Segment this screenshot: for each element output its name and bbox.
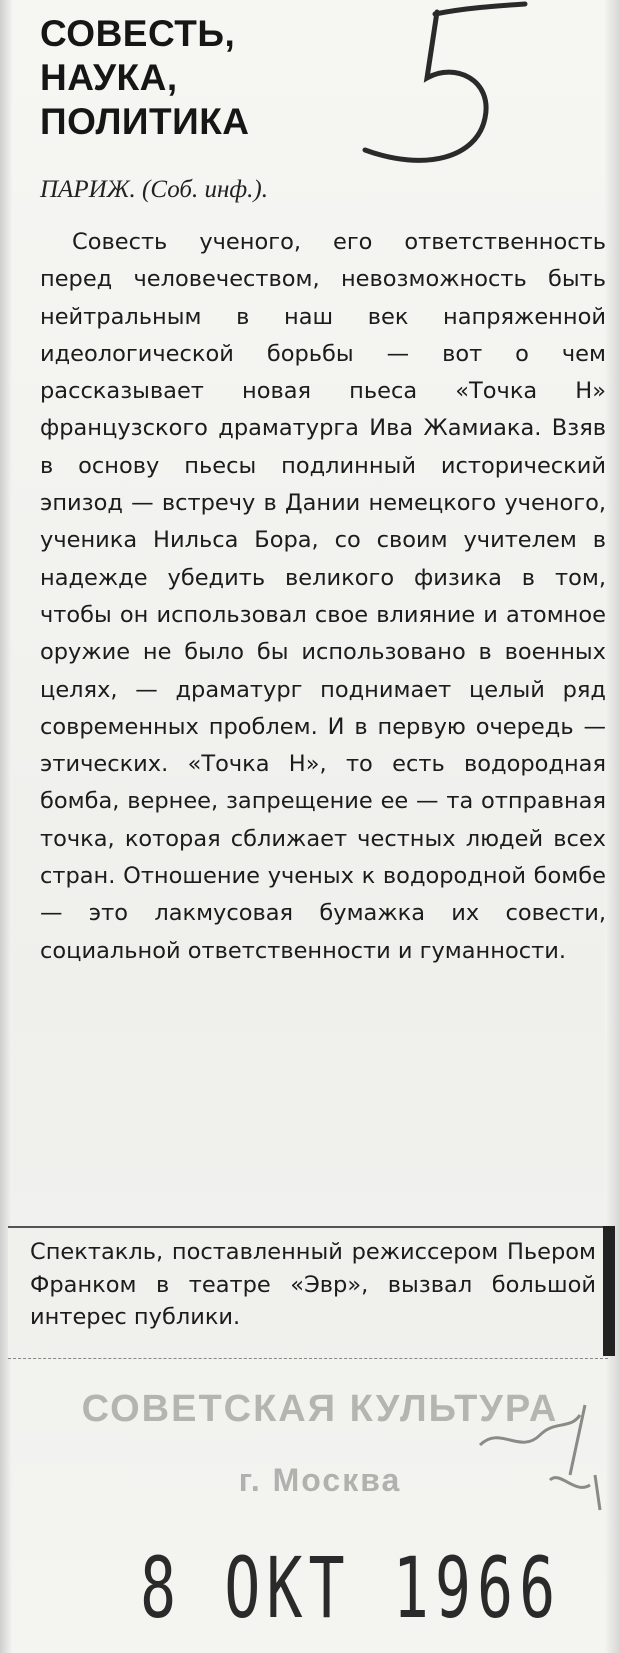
clipping-left-edge [0,0,12,1653]
handwritten-note-icon [460,1385,610,1515]
article-headline [40,12,360,144]
article-body: Совесть ученого, его ответственность перед человечеством, невозможность быть нейтральным в наш век напряженной идеологической борьбы — вот о чем рассказывает новая пьеса «Точка Н» французского драматурга Ива Жамиака. Взяв в основу пьесы подлинный исторический эпизод — встречу в Дании немецкого ученого, ученика Нильса Бора, со своим учителем в надежде убедить великого физика в том, чтобы он использовал свое влияние и атомное оружие не было бы использовано в военных целях, — драматург поднимает целый ряд современных проблем. И в первую очередь — этических. «Точка Н», то есть водородная бомба, вернее, запрещение ее — та отправная точка, которая сближает честных людей всех стран. Отношение ученых к водородной бомбе — это лакмусовая бумажка их совести, социальной ответственности и гуманности. [40,229,606,964]
headline-line-1: СОВЕСТЬ, [40,13,236,54]
headline-line-3: ПОЛИТИКА [40,101,250,142]
pasted-strip-edge [603,1226,615,1356]
article-dateline: ПАРИЖ. (Соб. инф.). [40,176,268,203]
stamp-city: г. Москва [238,1462,402,1498]
handwritten-number-icon [335,0,535,190]
article-closing-paragraph: Спектакль, поставленный режиссером Пьером Франком в театре «Эвр», вызвал большой интерес публики. [30,1239,596,1330]
stamp-date: 8 ОКТ 1966 [140,1540,562,1638]
headline-line-2: НАУКА, [40,57,178,98]
stamp-newspaper-name: СОВЕТСКАЯ КУЛЬТУРА [81,1388,559,1430]
